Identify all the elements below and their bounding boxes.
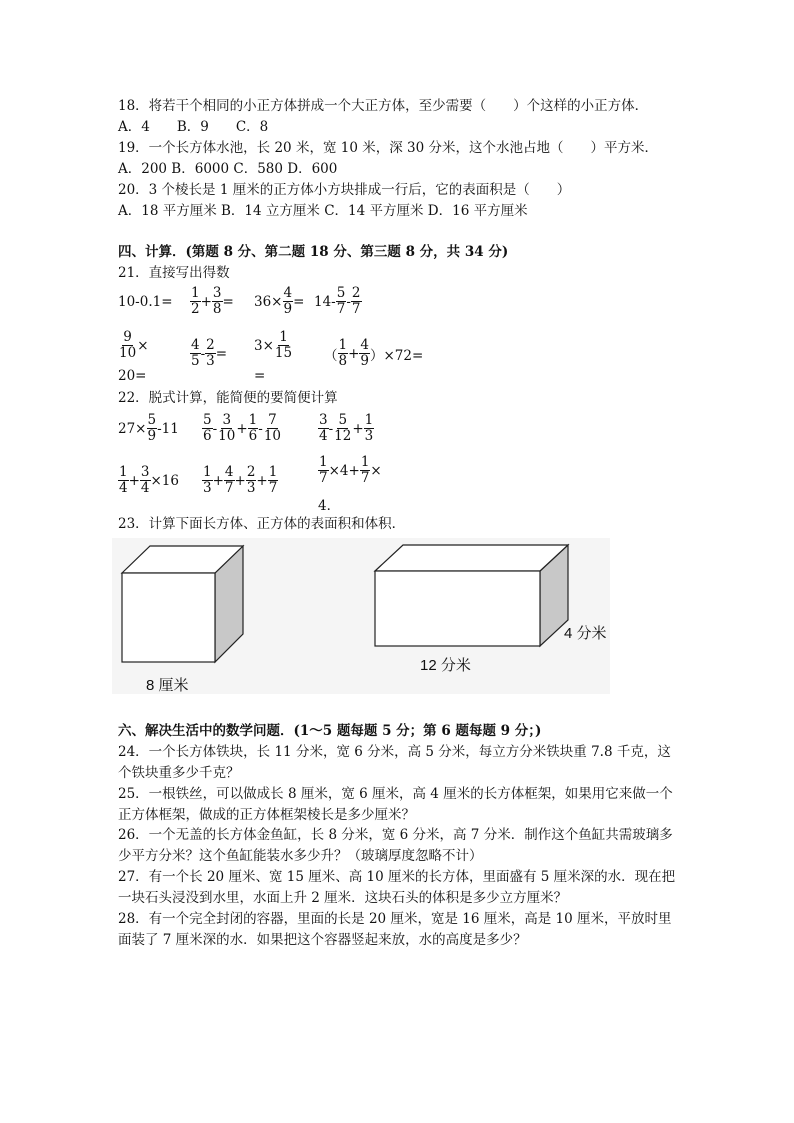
q18-options: A．4 B．9 C．8 xyxy=(118,119,269,135)
problem-line: 面装了 7 厘米深的水．如果把这个容器竖起来放，水的高度是多少？ xyxy=(118,932,527,948)
q22-expr6: $\frac{1}{7}$ ×4+ $\frac{1}{7}$ × xyxy=(319,454,382,486)
q22-expr5: $\frac{1}{3}$ + $\frac{4}{7}$ + $\frac{2}{3}$ + $\frac{1}{7}$ xyxy=(203,464,278,496)
problem-line: 25．一根铁丝，可以做成长 8 厘米，宽 6 厘米，高 4 厘米的长方体框架，如果用它来做一个 xyxy=(118,786,673,802)
section6-heading: 六、解决生活中的数学问题．(1～5 题每题 5 分；第 6 题每题 9 分；) xyxy=(118,723,542,739)
problem-line: 少平方分米？这个鱼缸能装水多少升？（玻璃厚度忽略不计） xyxy=(118,848,483,864)
q21-expr8: （ $\frac{1}{8}$ + $\frac{4}{9}$ ）×72= xyxy=(324,337,424,369)
problem-line: 正方体框架，做成的正方体框架棱长是多少厘米？ xyxy=(118,807,415,823)
problem-line: 24．一个长方体铁块，长 11 分米，宽 6 分米，高 5 分米，每立方分米铁块重 7.8 千克，这 xyxy=(118,744,671,760)
q21-expr2: $\frac{1}{2}$ + $\frac{3}{8}$ = xyxy=(191,285,234,317)
problem-line: 27．有一个长 20 厘米、宽 15 厘米、高 10 厘米的长方体，里面盛有 5 厘米深的水．现在把 xyxy=(118,869,676,885)
q21-expr7-cont: = xyxy=(254,368,266,384)
q20-text: 20．3 个棱长是 1 厘米的正方体小方块排成一行后，它的表面积是（ ） xyxy=(118,182,571,198)
q21-expr4: 14- $\frac{5}{7}$ - $\frac{2}{7}$ xyxy=(314,285,361,317)
q21-expr5-cont: 20= xyxy=(118,368,147,384)
q22-expr1: 27× $\frac{5}{9}$ -11 xyxy=(118,412,179,444)
q21-expr7: 3× $\frac{1}{15}$ xyxy=(254,329,293,361)
problem-line: 28．有一个完全封闭的容器，里面的长是 20 厘米，宽是 16 厘米，高是 10 厘米，平放时里 xyxy=(118,911,672,927)
q18-text: 18．将若干个相同的小正方体拼成一个大正方体，至少需要（ ）个这样的小正方体． xyxy=(118,98,649,114)
q21-expr3: 36× $\frac{4}{9}$ = xyxy=(254,285,305,317)
q20-options: A．18 平方厘米 B．14 立方厘米 C．14 平方厘米 D．16 平方厘米 xyxy=(118,203,528,219)
cuboid-height-label: 4 分米 xyxy=(564,625,607,642)
q22-expr2: $\frac{5}{6}$ - $\frac{3}{10}$ + $\frac{1}{6}$ - $\frac{7}{10}$ xyxy=(203,412,281,444)
cube-figure xyxy=(122,546,243,662)
problem-line: 26．一个无盖的长方体金鱼缸，长 8 分米，宽 6 分米，高 7 分米．制作这个鱼缸共需玻璃多 xyxy=(118,827,673,843)
cuboid-figure xyxy=(375,545,568,646)
solids-figure xyxy=(112,538,610,694)
q23-title: 23．计算下面长方体、正方体的表面积和体积． xyxy=(118,516,406,532)
q21-expr1: 10-0.1= xyxy=(118,294,173,310)
q22-title: 22．脱式计算，能简便的要简便计算 xyxy=(118,390,338,406)
q21-expr6: $\frac{4}{5}$ - $\frac{2}{3}$ = xyxy=(191,337,228,369)
section4-heading: 四、计算．(第题 8 分、第二题 18 分、第三题 8 分，共 34 分) xyxy=(118,244,509,260)
problem-line: 一块石头浸没到水里，水面上升 2 厘米．这块石头的体积是多少立方厘米？ xyxy=(118,890,568,906)
cuboid-length-label: 12 分米 xyxy=(420,657,471,674)
q22-expr4: $\frac{1}{4}$ + $\frac{3}{4}$ ×16 xyxy=(119,464,179,496)
q19-options: A．200 B．6000 C．580 D．600 xyxy=(118,161,338,177)
problem-line: 个铁块重多少千克？ xyxy=(118,765,240,781)
q19-text: 19．一个长方体水池，长 20 米，宽 10 米，深 30 分米，这个水池占地（ ）平方米． xyxy=(118,140,658,156)
q21-expr5: $\frac{9}{10}$ × xyxy=(119,329,149,361)
q22-expr6-cont: 4． xyxy=(318,498,341,514)
q22-expr3: $\frac{3}{4}$ - $\frac{5}{12}$ + $\frac{1}{3}$ xyxy=(319,412,374,444)
q21-title: 21．直接写出得数 xyxy=(118,265,230,281)
cube-edge-label: 8 厘米 xyxy=(146,677,189,694)
